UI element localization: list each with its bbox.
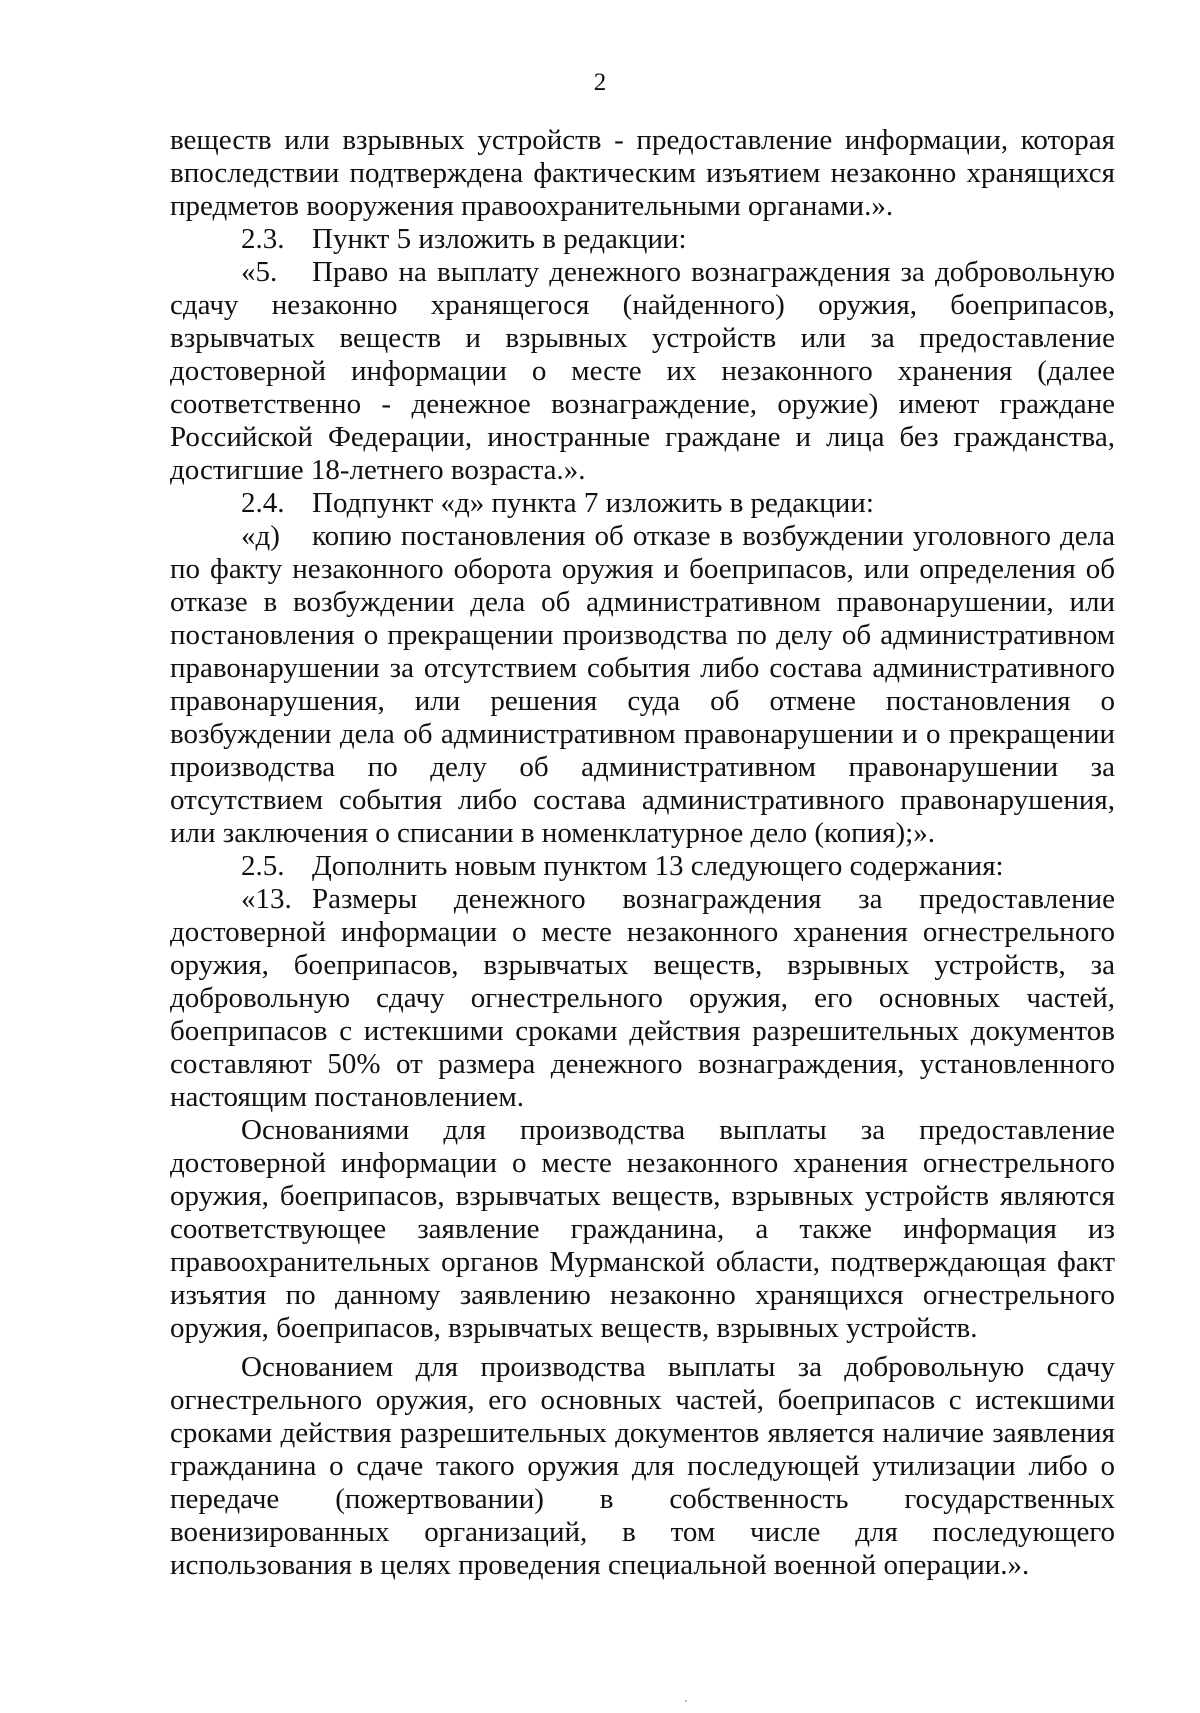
paragraph-2-5 — [170, 850, 1115, 883]
paragraph-2-4 — [170, 487, 1115, 520]
paragraph-number: 2.3. — [241, 223, 285, 255]
paragraph-point-5 — [170, 256, 1115, 487]
paragraph-number: «5. — [241, 256, 278, 288]
paragraph-grounds-surrender — [170, 1351, 1115, 1582]
paragraph-number: 2.4. — [241, 487, 285, 519]
paragraph-continuation — [170, 124, 1115, 223]
paragraph-text: веществ или взрывных устройств - предоставление информации, которая впоследствии подтверждена фактическим изъятием незаконно хранящихся предметов вооружения правоохранительными органами.». — [170, 124, 1115, 222]
paragraph-point-13 — [170, 883, 1115, 1114]
paragraph-number: 2.5. — [241, 850, 285, 882]
paragraph-text: Право на выплату денежного вознаграждения за добровольную сдачу незаконно хранящегося (найденного) оружия, боеприпасов, взрывчатых веществ и взрывных устройств или за предоставление достоверной информации о месте их незаконного хранения (далее соответственно - денежное вознаграждение, оружие) имеют граждане Российской Федерации, иностранные граждане и лица без гражданства, достигшие 18-летнего возраста.». — [170, 256, 1115, 486]
paragraph-text: Подпункт «д» пункта 7 изложить в редакции: — [312, 487, 874, 519]
scan-speck — [685, 1700, 687, 1702]
page-number: 2 — [593, 69, 607, 96]
paragraph-text: Основаниями для производства выплаты за предоставление достоверной информации о месте незаконного хранения огнестрельного оружия, боеприпасов, взрывчатых веществ, взрывных устройств являются соответствующее заявление гражданина, а также информация из правоохранительных органов Мурманской области, подтверждающая факт изъятия по данному заявлению незаконно хранящихся огнестрельного оружия, боеприпасов, взрывчатых веществ, взрывных устройств. — [170, 1114, 1115, 1344]
paragraph-number: «13. — [241, 883, 292, 915]
paragraph-2-3 — [170, 223, 1115, 256]
paragraph-text: Размеры денежного вознаграждения за предоставление достоверной информации о месте незаконного хранения огнестрельного оружия, боеприпасов, взрывчатых веществ, взрывных устройств, за добровольную сдачу огнестрельного оружия, его основных частей, боеприпасов с истекшими сроками действия разрешительных документов составляют 50% от размера денежного вознаграждения, установленного настоящим постановлением. — [170, 883, 1115, 1113]
paragraph-text: Дополнить новым пунктом 13 следующего содержания: — [312, 850, 1004, 882]
paragraph-text: Пункт 5 изложить в редакции: — [312, 223, 687, 255]
paragraph-text: Основанием для производства выплаты за добровольную сдачу огнестрельного оружия, его основных частей, боеприпасов с истекшими сроками действия разрешительных документов является наличие заявления гражданина о сдаче такого оружия для последующей утилизации либо о передаче (пожертвовании) в собственность государственных военизированных организаций, в том числе для последующего использования в целях проведения специальной военной операции.». — [170, 1351, 1115, 1581]
document-body — [170, 124, 1115, 1582]
paragraph-text: копию постановления об отказе в возбуждении уголовного дела по факту незаконного оборота оружия и боеприпасов, или определения об отказе в возбуждении дела об административном правонарушении, или постановления о прекращении производства по делу об административном правонарушении за отсутствием события либо состава административного правонарушения, или решения суда об отмене постановления о возбуждении дела об административном правонарушении и о прекращении производства по делу об административном правонарушении за отсутствием события либо состава административного правонарушения, или заключения о списании в номенклатурное дело (копия);». — [170, 520, 1115, 849]
paragraph-number: «д) — [241, 520, 280, 552]
paragraph-subpoint-d — [170, 520, 1115, 850]
paragraph-grounds-information — [170, 1114, 1115, 1345]
